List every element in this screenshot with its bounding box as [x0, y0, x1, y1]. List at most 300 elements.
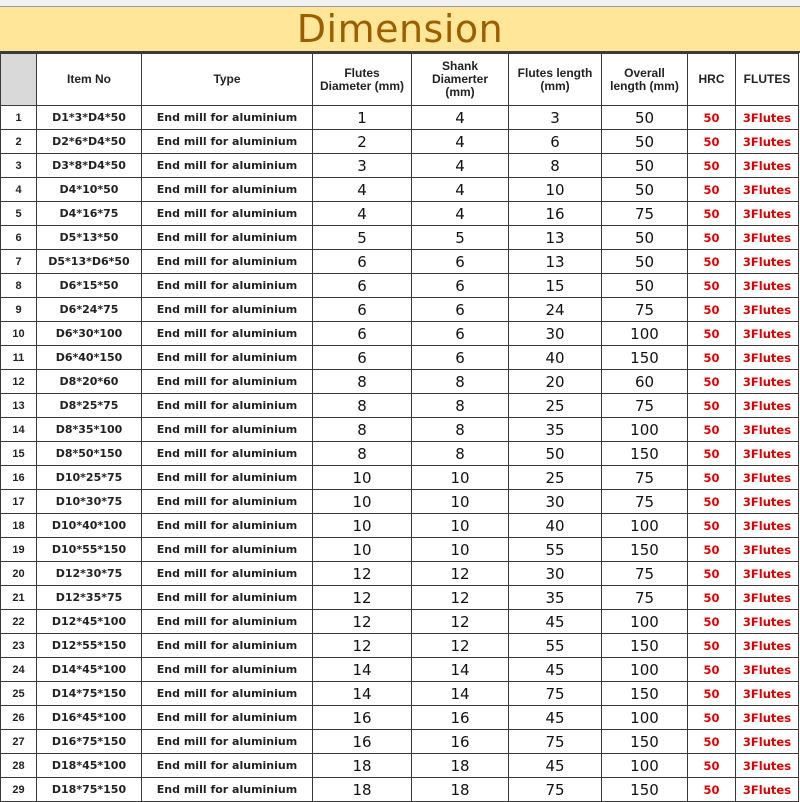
- cell-item-no: D8*20*60: [37, 370, 142, 394]
- cell-flutes-diameter: 16: [313, 706, 412, 730]
- cell-overall-length: 75: [602, 394, 688, 418]
- cell-item-no: D6*24*75: [37, 298, 142, 322]
- cell-flutes-length: 45: [509, 658, 602, 682]
- cell-overall-length: 100: [602, 610, 688, 634]
- cell-flutes-diameter: 6: [313, 274, 412, 298]
- cell-hrc: 50: [688, 202, 736, 226]
- cell-item-no: D16*45*100: [37, 706, 142, 730]
- cell-hrc: 50: [688, 250, 736, 274]
- cell-type: End mill for aluminium: [142, 538, 313, 562]
- cell-flutes: 3Flutes: [736, 754, 799, 778]
- cell-overall-length: 75: [602, 562, 688, 586]
- cell-overall-length: 50: [602, 154, 688, 178]
- cell-flutes-diameter: 2: [313, 130, 412, 154]
- cell-flutes-length: 24: [509, 298, 602, 322]
- cell-hrc: 50: [688, 418, 736, 442]
- cell-hrc: 50: [688, 130, 736, 154]
- cell-overall-length: 75: [602, 202, 688, 226]
- cell-shank-diameter: 16: [412, 730, 509, 754]
- cell-flutes-length: 30: [509, 562, 602, 586]
- cell-flutes-length: 45: [509, 754, 602, 778]
- cell-shank-diameter: 8: [412, 418, 509, 442]
- cell-type: End mill for aluminium: [142, 466, 313, 490]
- cell-row-number: 4: [1, 178, 37, 202]
- cell-item-no: D12*55*150: [37, 634, 142, 658]
- cell-flutes-length: 35: [509, 418, 602, 442]
- cell-item-no: D10*30*75: [37, 490, 142, 514]
- table-row: [1, 418, 799, 442]
- cell-item-no: D8*50*150: [37, 442, 142, 466]
- cell-shank-diameter: 12: [412, 634, 509, 658]
- cell-overall-length: 100: [602, 706, 688, 730]
- cell-item-no: D10*55*150: [37, 538, 142, 562]
- cell-shank-diameter: 10: [412, 538, 509, 562]
- cell-row-number: 23: [1, 634, 37, 658]
- cell-overall-length: 60: [602, 370, 688, 394]
- cell-row-number: 11: [1, 346, 37, 370]
- cell-hrc: 50: [688, 298, 736, 322]
- cell-flutes-length: 13: [509, 250, 602, 274]
- cell-overall-length: 100: [602, 754, 688, 778]
- table-row: [1, 490, 799, 514]
- cell-flutes: 3Flutes: [736, 538, 799, 562]
- cell-type: End mill for aluminium: [142, 442, 313, 466]
- cell-overall-length: 75: [602, 586, 688, 610]
- cell-type: End mill for aluminium: [142, 562, 313, 586]
- table-row: [1, 298, 799, 322]
- cell-overall-length: 50: [602, 106, 688, 130]
- cell-type: End mill for aluminium: [142, 778, 313, 802]
- cell-row-number: 12: [1, 370, 37, 394]
- header-flutes-length-line1: Flutes length: [517, 65, 593, 80]
- cell-type: End mill for aluminium: [142, 418, 313, 442]
- cell-flutes-diameter: 6: [313, 322, 412, 346]
- cell-overall-length: 100: [602, 658, 688, 682]
- cell-flutes-diameter: 8: [313, 370, 412, 394]
- cell-flutes-length: 6: [509, 130, 602, 154]
- cell-flutes-diameter: 18: [313, 754, 412, 778]
- header-shank-diameter-line1: Shank: [441, 59, 478, 73]
- table-row: [1, 610, 799, 634]
- cell-type: End mill for aluminium: [142, 394, 313, 418]
- cell-hrc: 50: [688, 226, 736, 250]
- cell-shank-diameter: 4: [412, 178, 509, 202]
- cell-type: End mill for aluminium: [142, 346, 313, 370]
- cell-flutes-length: 55: [509, 634, 602, 658]
- cell-type: End mill for aluminium: [142, 106, 313, 130]
- header-item-no: Item No: [37, 54, 142, 106]
- cell-overall-length: 150: [602, 682, 688, 706]
- cell-overall-length: 150: [602, 442, 688, 466]
- cell-flutes: 3Flutes: [736, 346, 799, 370]
- cell-item-no: D1*3*D4*50: [37, 106, 142, 130]
- cell-hrc: 50: [688, 562, 736, 586]
- cell-hrc: 50: [688, 754, 736, 778]
- cell-row-number: 20: [1, 562, 37, 586]
- cell-flutes-length: 30: [509, 322, 602, 346]
- cell-hrc: 50: [688, 490, 736, 514]
- cell-hrc: 50: [688, 322, 736, 346]
- cell-hrc: 50: [688, 274, 736, 298]
- cell-item-no: D10*40*100: [37, 514, 142, 538]
- cell-shank-diameter: 5: [412, 226, 509, 250]
- cell-row-number: 1: [1, 106, 37, 130]
- dimension-table: [0, 53, 799, 802]
- header-flutes-diameter-line1: Flutes: [344, 65, 380, 80]
- cell-flutes: 3Flutes: [736, 106, 799, 130]
- cell-hrc: 50: [688, 178, 736, 202]
- cell-item-no: D16*75*150: [37, 730, 142, 754]
- cell-flutes: 3Flutes: [736, 202, 799, 226]
- cell-hrc: 50: [688, 730, 736, 754]
- cell-flutes-length: 30: [509, 490, 602, 514]
- cell-item-no: D6*30*100: [37, 322, 142, 346]
- cell-flutes-length: 50: [509, 442, 602, 466]
- table-row: [1, 154, 799, 178]
- header-shank-diameter-line3: (mm): [445, 85, 475, 99]
- cell-flutes-diameter: 10: [313, 538, 412, 562]
- cell-flutes: 3Flutes: [736, 130, 799, 154]
- cell-row-number: 17: [1, 490, 37, 514]
- cell-shank-diameter: 18: [412, 754, 509, 778]
- cell-row-number: 10: [1, 322, 37, 346]
- cell-flutes: 3Flutes: [736, 778, 799, 802]
- cell-type: End mill for aluminium: [142, 298, 313, 322]
- table-body: [1, 106, 799, 802]
- cell-row-number: 3: [1, 154, 37, 178]
- cell-shank-diameter: 6: [412, 298, 509, 322]
- cell-shank-diameter: 6: [412, 250, 509, 274]
- cell-item-no: D5*13*50: [37, 226, 142, 250]
- cell-flutes-diameter: 1: [313, 106, 412, 130]
- cell-overall-length: 150: [602, 778, 688, 802]
- table-row: [1, 226, 799, 250]
- cell-type: End mill for aluminium: [142, 682, 313, 706]
- cell-hrc: 50: [688, 154, 736, 178]
- cell-hrc: 50: [688, 370, 736, 394]
- cell-flutes-length: 15: [509, 274, 602, 298]
- cell-type: End mill for aluminium: [142, 490, 313, 514]
- cell-flutes-length: 75: [509, 682, 602, 706]
- cell-overall-length: 150: [602, 730, 688, 754]
- cell-hrc: 50: [688, 514, 736, 538]
- cell-type: End mill for aluminium: [142, 706, 313, 730]
- cell-overall-length: 75: [602, 298, 688, 322]
- cell-row-number: 14: [1, 418, 37, 442]
- cell-flutes: 3Flutes: [736, 274, 799, 298]
- cell-row-number: 2: [1, 130, 37, 154]
- cell-overall-length: 50: [602, 226, 688, 250]
- table-row: [1, 586, 799, 610]
- table-row: [1, 370, 799, 394]
- cell-item-no: D12*45*100: [37, 610, 142, 634]
- cell-overall-length: 100: [602, 322, 688, 346]
- cell-item-no: D8*35*100: [37, 418, 142, 442]
- cell-hrc: 50: [688, 778, 736, 802]
- cell-flutes: 3Flutes: [736, 154, 799, 178]
- table-row: [1, 562, 799, 586]
- cell-flutes-length: 40: [509, 346, 602, 370]
- cell-flutes-diameter: 3: [313, 154, 412, 178]
- cell-flutes: 3Flutes: [736, 634, 799, 658]
- cell-row-number: 5: [1, 202, 37, 226]
- cell-overall-length: 50: [602, 250, 688, 274]
- cell-flutes-length: 10: [509, 178, 602, 202]
- cell-flutes: 3Flutes: [736, 490, 799, 514]
- cell-shank-diameter: 4: [412, 154, 509, 178]
- cell-flutes: 3Flutes: [736, 370, 799, 394]
- header-row: [1, 54, 799, 106]
- cell-item-no: D2*6*D4*50: [37, 130, 142, 154]
- cell-row-number: 19: [1, 538, 37, 562]
- cell-overall-length: 150: [602, 538, 688, 562]
- cell-type: End mill for aluminium: [142, 250, 313, 274]
- table-row: [1, 130, 799, 154]
- cell-row-number: 22: [1, 610, 37, 634]
- cell-flutes-diameter: 12: [313, 562, 412, 586]
- table-row: [1, 514, 799, 538]
- cell-flutes-diameter: 8: [313, 442, 412, 466]
- cell-shank-diameter: 4: [412, 130, 509, 154]
- cell-item-no: D6*15*50: [37, 274, 142, 298]
- cell-flutes-diameter: 12: [313, 586, 412, 610]
- cell-flutes-length: 3: [509, 106, 602, 130]
- table-row: [1, 778, 799, 802]
- cell-row-number: 24: [1, 658, 37, 682]
- cell-flutes: 3Flutes: [736, 178, 799, 202]
- header-flutes-diameter: [313, 54, 412, 106]
- header-corner-cell: [1, 54, 37, 106]
- cell-row-number: 7: [1, 250, 37, 274]
- cell-flutes-diameter: 5: [313, 226, 412, 250]
- cell-hrc: 50: [688, 346, 736, 370]
- cell-flutes-length: 75: [509, 730, 602, 754]
- cell-flutes: 3Flutes: [736, 706, 799, 730]
- cell-hrc: 50: [688, 706, 736, 730]
- cell-flutes-length: 20: [509, 370, 602, 394]
- cell-flutes: 3Flutes: [736, 322, 799, 346]
- cell-type: End mill for aluminium: [142, 658, 313, 682]
- cell-flutes: 3Flutes: [736, 586, 799, 610]
- cell-flutes: 3Flutes: [736, 226, 799, 250]
- cell-type: End mill for aluminium: [142, 514, 313, 538]
- header-overall-length-line1: Overall: [624, 65, 665, 80]
- header-type: Type: [142, 54, 313, 106]
- cell-item-no: D18*75*150: [37, 778, 142, 802]
- cell-row-number: 25: [1, 682, 37, 706]
- cell-flutes-diameter: 6: [313, 298, 412, 322]
- cell-flutes: 3Flutes: [736, 418, 799, 442]
- cell-hrc: 50: [688, 610, 736, 634]
- cell-row-number: 16: [1, 466, 37, 490]
- cell-type: End mill for aluminium: [142, 154, 313, 178]
- table-row: [1, 466, 799, 490]
- cell-hrc: 50: [688, 442, 736, 466]
- table-row: [1, 538, 799, 562]
- cell-flutes-diameter: 14: [313, 658, 412, 682]
- cell-item-no: D10*25*75: [37, 466, 142, 490]
- cell-row-number: 9: [1, 298, 37, 322]
- cell-flutes-length: 25: [509, 394, 602, 418]
- header-overall-length: [602, 54, 688, 106]
- cell-overall-length: 100: [602, 514, 688, 538]
- table-row: [1, 274, 799, 298]
- cell-item-no: D3*8*D4*50: [37, 154, 142, 178]
- cell-hrc: 50: [688, 586, 736, 610]
- cell-flutes-length: 13: [509, 226, 602, 250]
- cell-item-no: D14*45*100: [37, 658, 142, 682]
- cell-flutes-diameter: 18: [313, 778, 412, 802]
- cell-flutes-diameter: 4: [313, 202, 412, 226]
- cell-flutes: 3Flutes: [736, 442, 799, 466]
- table-row: [1, 442, 799, 466]
- cell-type: End mill for aluminium: [142, 370, 313, 394]
- cell-flutes: 3Flutes: [736, 250, 799, 274]
- table-row: [1, 658, 799, 682]
- cell-hrc: 50: [688, 394, 736, 418]
- cell-shank-diameter: 14: [412, 682, 509, 706]
- cell-flutes: 3Flutes: [736, 394, 799, 418]
- cell-item-no: D18*45*100: [37, 754, 142, 778]
- table-row: [1, 682, 799, 706]
- cell-item-no: D8*25*75: [37, 394, 142, 418]
- cell-shank-diameter: 14: [412, 658, 509, 682]
- header-shank-diameter-line2: Diamerter: [431, 72, 489, 86]
- cell-flutes-length: 55: [509, 538, 602, 562]
- cell-type: End mill for aluminium: [142, 610, 313, 634]
- cell-flutes: 3Flutes: [736, 562, 799, 586]
- table-row: [1, 730, 799, 754]
- cell-shank-diameter: 16: [412, 706, 509, 730]
- cell-flutes: 3Flutes: [736, 466, 799, 490]
- cell-flutes-length: 35: [509, 586, 602, 610]
- cell-flutes-diameter: 8: [313, 394, 412, 418]
- table-row: [1, 202, 799, 226]
- cell-flutes-diameter: 6: [313, 250, 412, 274]
- cell-item-no: D12*30*75: [37, 562, 142, 586]
- cell-overall-length: 150: [602, 346, 688, 370]
- cell-row-number: 21: [1, 586, 37, 610]
- header-flutes-diameter-line2: Diameter (mm): [319, 78, 405, 93]
- cell-flutes-diameter: 8: [313, 418, 412, 442]
- cell-flutes: 3Flutes: [736, 514, 799, 538]
- cell-overall-length: 50: [602, 178, 688, 202]
- cell-shank-diameter: 6: [412, 322, 509, 346]
- cell-flutes: 3Flutes: [736, 730, 799, 754]
- cell-overall-length: 150: [602, 634, 688, 658]
- cell-hrc: 50: [688, 538, 736, 562]
- cell-type: End mill for aluminium: [142, 586, 313, 610]
- cell-item-no: D4*10*50: [37, 178, 142, 202]
- cell-row-number: 26: [1, 706, 37, 730]
- cell-shank-diameter: 8: [412, 394, 509, 418]
- cell-row-number: 6: [1, 226, 37, 250]
- cell-type: End mill for aluminium: [142, 274, 313, 298]
- cell-row-number: 8: [1, 274, 37, 298]
- cell-shank-diameter: 10: [412, 514, 509, 538]
- cell-row-number: 13: [1, 394, 37, 418]
- cell-shank-diameter: 10: [412, 490, 509, 514]
- cell-hrc: 50: [688, 466, 736, 490]
- cell-flutes: 3Flutes: [736, 658, 799, 682]
- cell-row-number: 27: [1, 730, 37, 754]
- header-overall-length-line2: length (mm): [610, 78, 679, 93]
- cell-type: End mill for aluminium: [142, 130, 313, 154]
- cell-flutes: 3Flutes: [736, 298, 799, 322]
- cell-shank-diameter: 4: [412, 106, 509, 130]
- header-flutes: FLUTES: [736, 54, 799, 106]
- cell-shank-diameter: 12: [412, 610, 509, 634]
- page-title: Dimension: [296, 7, 504, 51]
- cell-shank-diameter: 18: [412, 778, 509, 802]
- cell-shank-diameter: 4: [412, 202, 509, 226]
- cell-shank-diameter: 6: [412, 346, 509, 370]
- cell-shank-diameter: 8: [412, 442, 509, 466]
- cell-flutes-diameter: 16: [313, 730, 412, 754]
- cell-flutes-diameter: 4: [313, 178, 412, 202]
- cell-shank-diameter: 8: [412, 370, 509, 394]
- cell-flutes-length: 45: [509, 706, 602, 730]
- table-row: [1, 250, 799, 274]
- cell-overall-length: 75: [602, 490, 688, 514]
- cell-flutes: 3Flutes: [736, 610, 799, 634]
- cell-type: End mill for aluminium: [142, 322, 313, 346]
- cell-type: End mill for aluminium: [142, 634, 313, 658]
- cell-flutes-diameter: 12: [313, 634, 412, 658]
- cell-flutes-diameter: 6: [313, 346, 412, 370]
- cell-row-number: 15: [1, 442, 37, 466]
- cell-flutes-length: 75: [509, 778, 602, 802]
- cell-item-no: D12*35*75: [37, 586, 142, 610]
- cell-flutes-diameter: 10: [313, 490, 412, 514]
- header-shank-diameter: [412, 54, 509, 106]
- cell-overall-length: 75: [602, 466, 688, 490]
- cell-type: End mill for aluminium: [142, 730, 313, 754]
- cell-flutes-diameter: 12: [313, 610, 412, 634]
- header-hrc: HRC: [688, 54, 736, 106]
- cell-row-number: 29: [1, 778, 37, 802]
- cell-shank-diameter: 12: [412, 562, 509, 586]
- cell-flutes: 3Flutes: [736, 682, 799, 706]
- cell-hrc: 50: [688, 682, 736, 706]
- cell-item-no: D5*13*D6*50: [37, 250, 142, 274]
- cell-overall-length: 50: [602, 274, 688, 298]
- cell-hrc: 50: [688, 106, 736, 130]
- cell-shank-diameter: 12: [412, 586, 509, 610]
- table-row: [1, 394, 799, 418]
- cell-flutes-length: 16: [509, 202, 602, 226]
- cell-shank-diameter: 10: [412, 466, 509, 490]
- table-row: [1, 634, 799, 658]
- cell-type: End mill for aluminium: [142, 178, 313, 202]
- table-row: [1, 706, 799, 730]
- cell-row-number: 28: [1, 754, 37, 778]
- cell-overall-length: 50: [602, 130, 688, 154]
- cell-hrc: 50: [688, 634, 736, 658]
- cell-flutes-length: 40: [509, 514, 602, 538]
- header-flutes-length: [509, 54, 602, 106]
- cell-flutes-length: 45: [509, 610, 602, 634]
- cell-type: End mill for aluminium: [142, 754, 313, 778]
- cell-flutes-length: 25: [509, 466, 602, 490]
- title-band: [0, 6, 800, 53]
- cell-flutes-diameter: 10: [313, 466, 412, 490]
- cell-overall-length: 100: [602, 418, 688, 442]
- table-row: [1, 178, 799, 202]
- cell-type: End mill for aluminium: [142, 226, 313, 250]
- table-row: [1, 106, 799, 130]
- cell-row-number: 18: [1, 514, 37, 538]
